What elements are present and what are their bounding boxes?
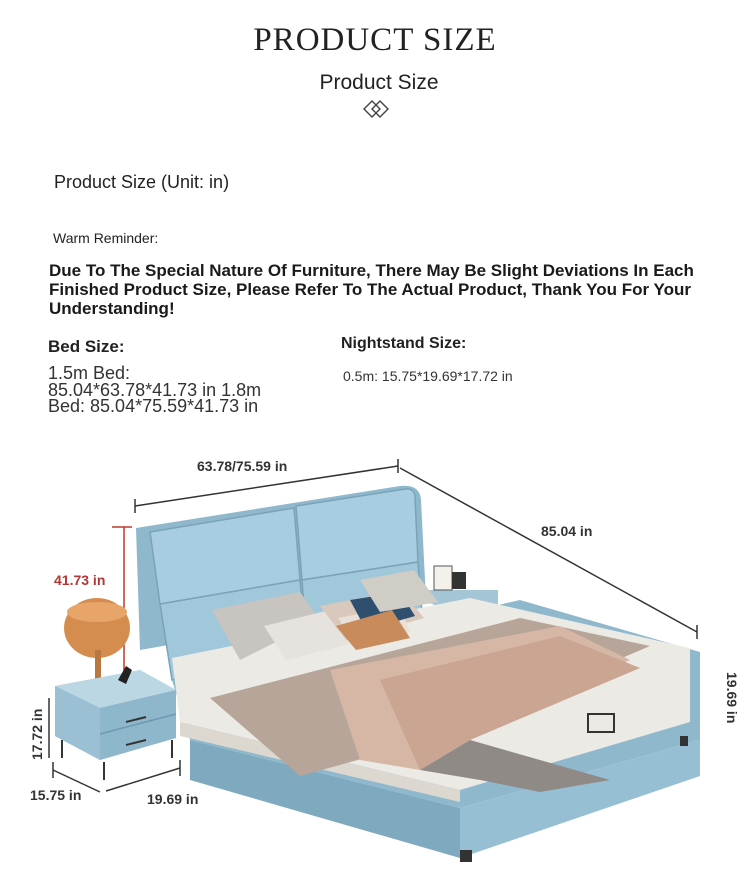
reminder-label: Warm Reminder:: [53, 230, 159, 246]
nightstand-height-label: 17.72 in: [29, 708, 45, 760]
nightstand-depth-label: 19.69 in: [147, 791, 199, 807]
bed-size-line: 1.5m Bed:: [48, 363, 131, 383]
bed-illustration: [0, 440, 750, 895]
unit-heading: Product Size (Unit: in): [54, 172, 230, 192]
page-subtitle: Product Size: [319, 71, 439, 94]
bed-size-label: Bed Size:: [48, 337, 125, 356]
bed-size-values: [48, 365, 261, 415]
bed-width-label: 63.78/75.59 in: [197, 458, 288, 474]
page-title: PRODUCT SIZE: [253, 22, 497, 58]
diamond-ornament-icon: [363, 100, 389, 118]
bed-length-label: 85.04 in: [541, 523, 593, 539]
reminder-text: Due To The Special Nature Of Furniture, There May Be Slight Deviations In Each Finished Product Size, Please Refer To The Actual Product, Thank You For Your Understanding!: [49, 261, 694, 318]
nightstand-width-label: 15.75 in: [30, 787, 82, 803]
bed-height-label: 41.73 in: [54, 572, 106, 588]
nightstand-size-label: Nightstand Size:: [341, 335, 467, 352]
nightstand-size-value: 0.5m: 15.75*19.69*17.72 in: [343, 368, 513, 384]
bed-size-line: 85.04*63.78*41.73 in 1.8m: [48, 379, 262, 400]
nightstand: [55, 670, 176, 780]
bed-size-line: Bed: 85.04*75.59*41.73 in: [48, 396, 259, 416]
bed-side-height-label: 19.69 in: [724, 672, 740, 724]
